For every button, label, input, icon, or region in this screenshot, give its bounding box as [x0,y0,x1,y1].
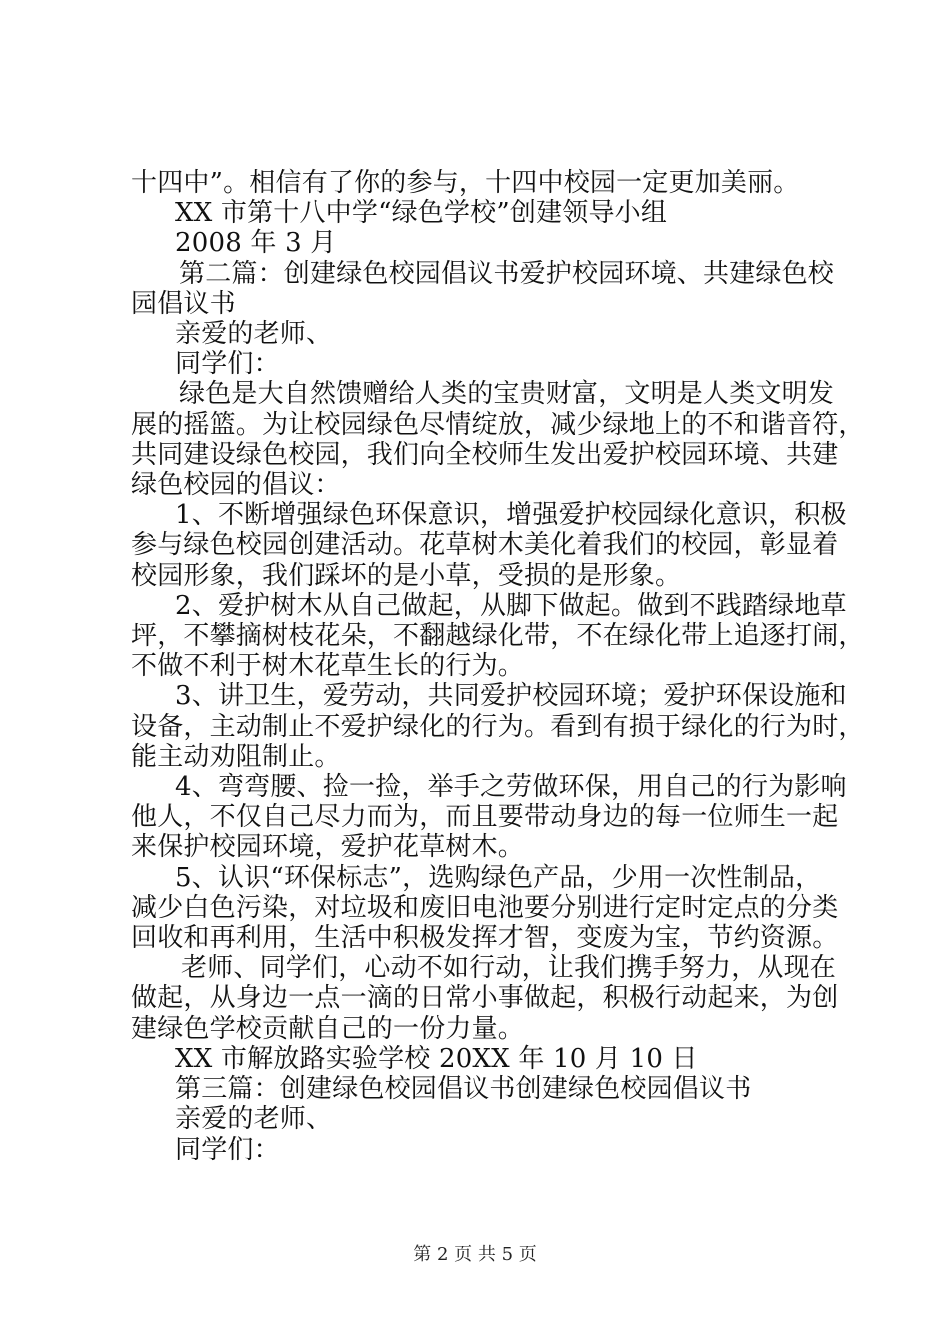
text-line: 老师、同学们，心动不如行动，让我们携手努力，从现在 [181,953,837,984]
document-body [131,168,865,1165]
text-line: 十四中”。相信有了你的参与，十四中校园一定更加美丽。 [131,168,800,198]
section-heading: 第二篇：创建绿色校园倡议书爱护校园环境、共建绿色校 [179,258,835,289]
text-line: 展的摇篮。为让校园绿色尽情绽放，减少绿地上的不和谐音符， [131,409,865,440]
signature-line: XX 市第十八中学“绿色学校”创建领导小组 [175,198,668,229]
text-line: 能主动劝阻制止。 [131,741,341,772]
text-line: 设备，主动制止不爱护绿化的行为。看到有损于绿化的行为时， [131,711,865,742]
page-footer [0,1243,950,1267]
list-item-5: 5、认识“环保标志”，选购绿色产品，少用一次性制品， [175,862,822,893]
salutation-line: 亲爱的老师、 [175,319,333,350]
date-line: 2008 年 3 月 [175,228,337,259]
text-line: 坪，不攀摘树枝花朵，不翻越绿化带，不在绿化带上追逐打闹， [131,621,865,652]
salutation-line: 亲爱的老师、 [175,1104,333,1135]
page-number-label: 第 2 页 共 5 页 [413,1244,537,1265]
salutation-line: 同学们： [175,1134,280,1165]
text-line: 减少白色污染，对垃圾和废旧电池要分别进行定时定点的分类 [131,892,839,923]
text-line: 来保护校园环境，爱护花草树木。 [131,832,525,863]
section-heading: 第三篇：创建绿色校园倡议书创建绿色校园倡议书 [175,1074,752,1105]
list-item-2: 2、爱护树木从自己做起，从脚下做起。做到不践踏绿地草 [175,590,847,621]
list-item-1: 1、不断增强绿色环保意识，增强爱护校园绿化意识，积极 [175,500,847,531]
text-line: 绿色是大自然馈赠给人类的宝贵财富，文明是人类文明发 [179,379,835,410]
salutation-line: 同学们： [175,349,280,380]
text-line: 校园形象，我们踩坏的是小草，受损的是形象。 [131,560,682,591]
text-line: 他人，不仅自己尽力而为，而且要带动身边的每一位师生一起 [131,802,839,833]
text-line: 回收和再利用，生活中积极发挥才智，变废为宝，节约资源。 [131,923,839,954]
text-line: 绿色校园的倡议： [131,470,341,501]
text-line: 不做不利于树木花草生长的行为。 [131,651,525,682]
text-line: 建绿色学校贡献自己的一份力量。 [131,1013,525,1044]
signature-line: XX 市解放路实验学校 20XX 年 10 月 10 日 [175,1043,698,1074]
text-line: 共同建设绿色校园，我们向全校师生发出爱护校园环境、共建 [131,439,839,470]
list-item-4: 4、弯弯腰、捡一捡，举手之劳做环保，用自己的行为影响 [175,772,847,803]
section-heading-cont: 园倡议书 [131,288,236,319]
text-line: 参与绿色校园创建活动。花草树木美化着我们的校园，彰显着 [131,530,839,561]
text-line: 做起，从身边一点一滴的日常小事做起，积极行动起来，为创 [131,983,839,1014]
list-item-3: 3、讲卫生，爱劳动，共同爱护校园环境；爱护环保设施和 [175,681,847,712]
